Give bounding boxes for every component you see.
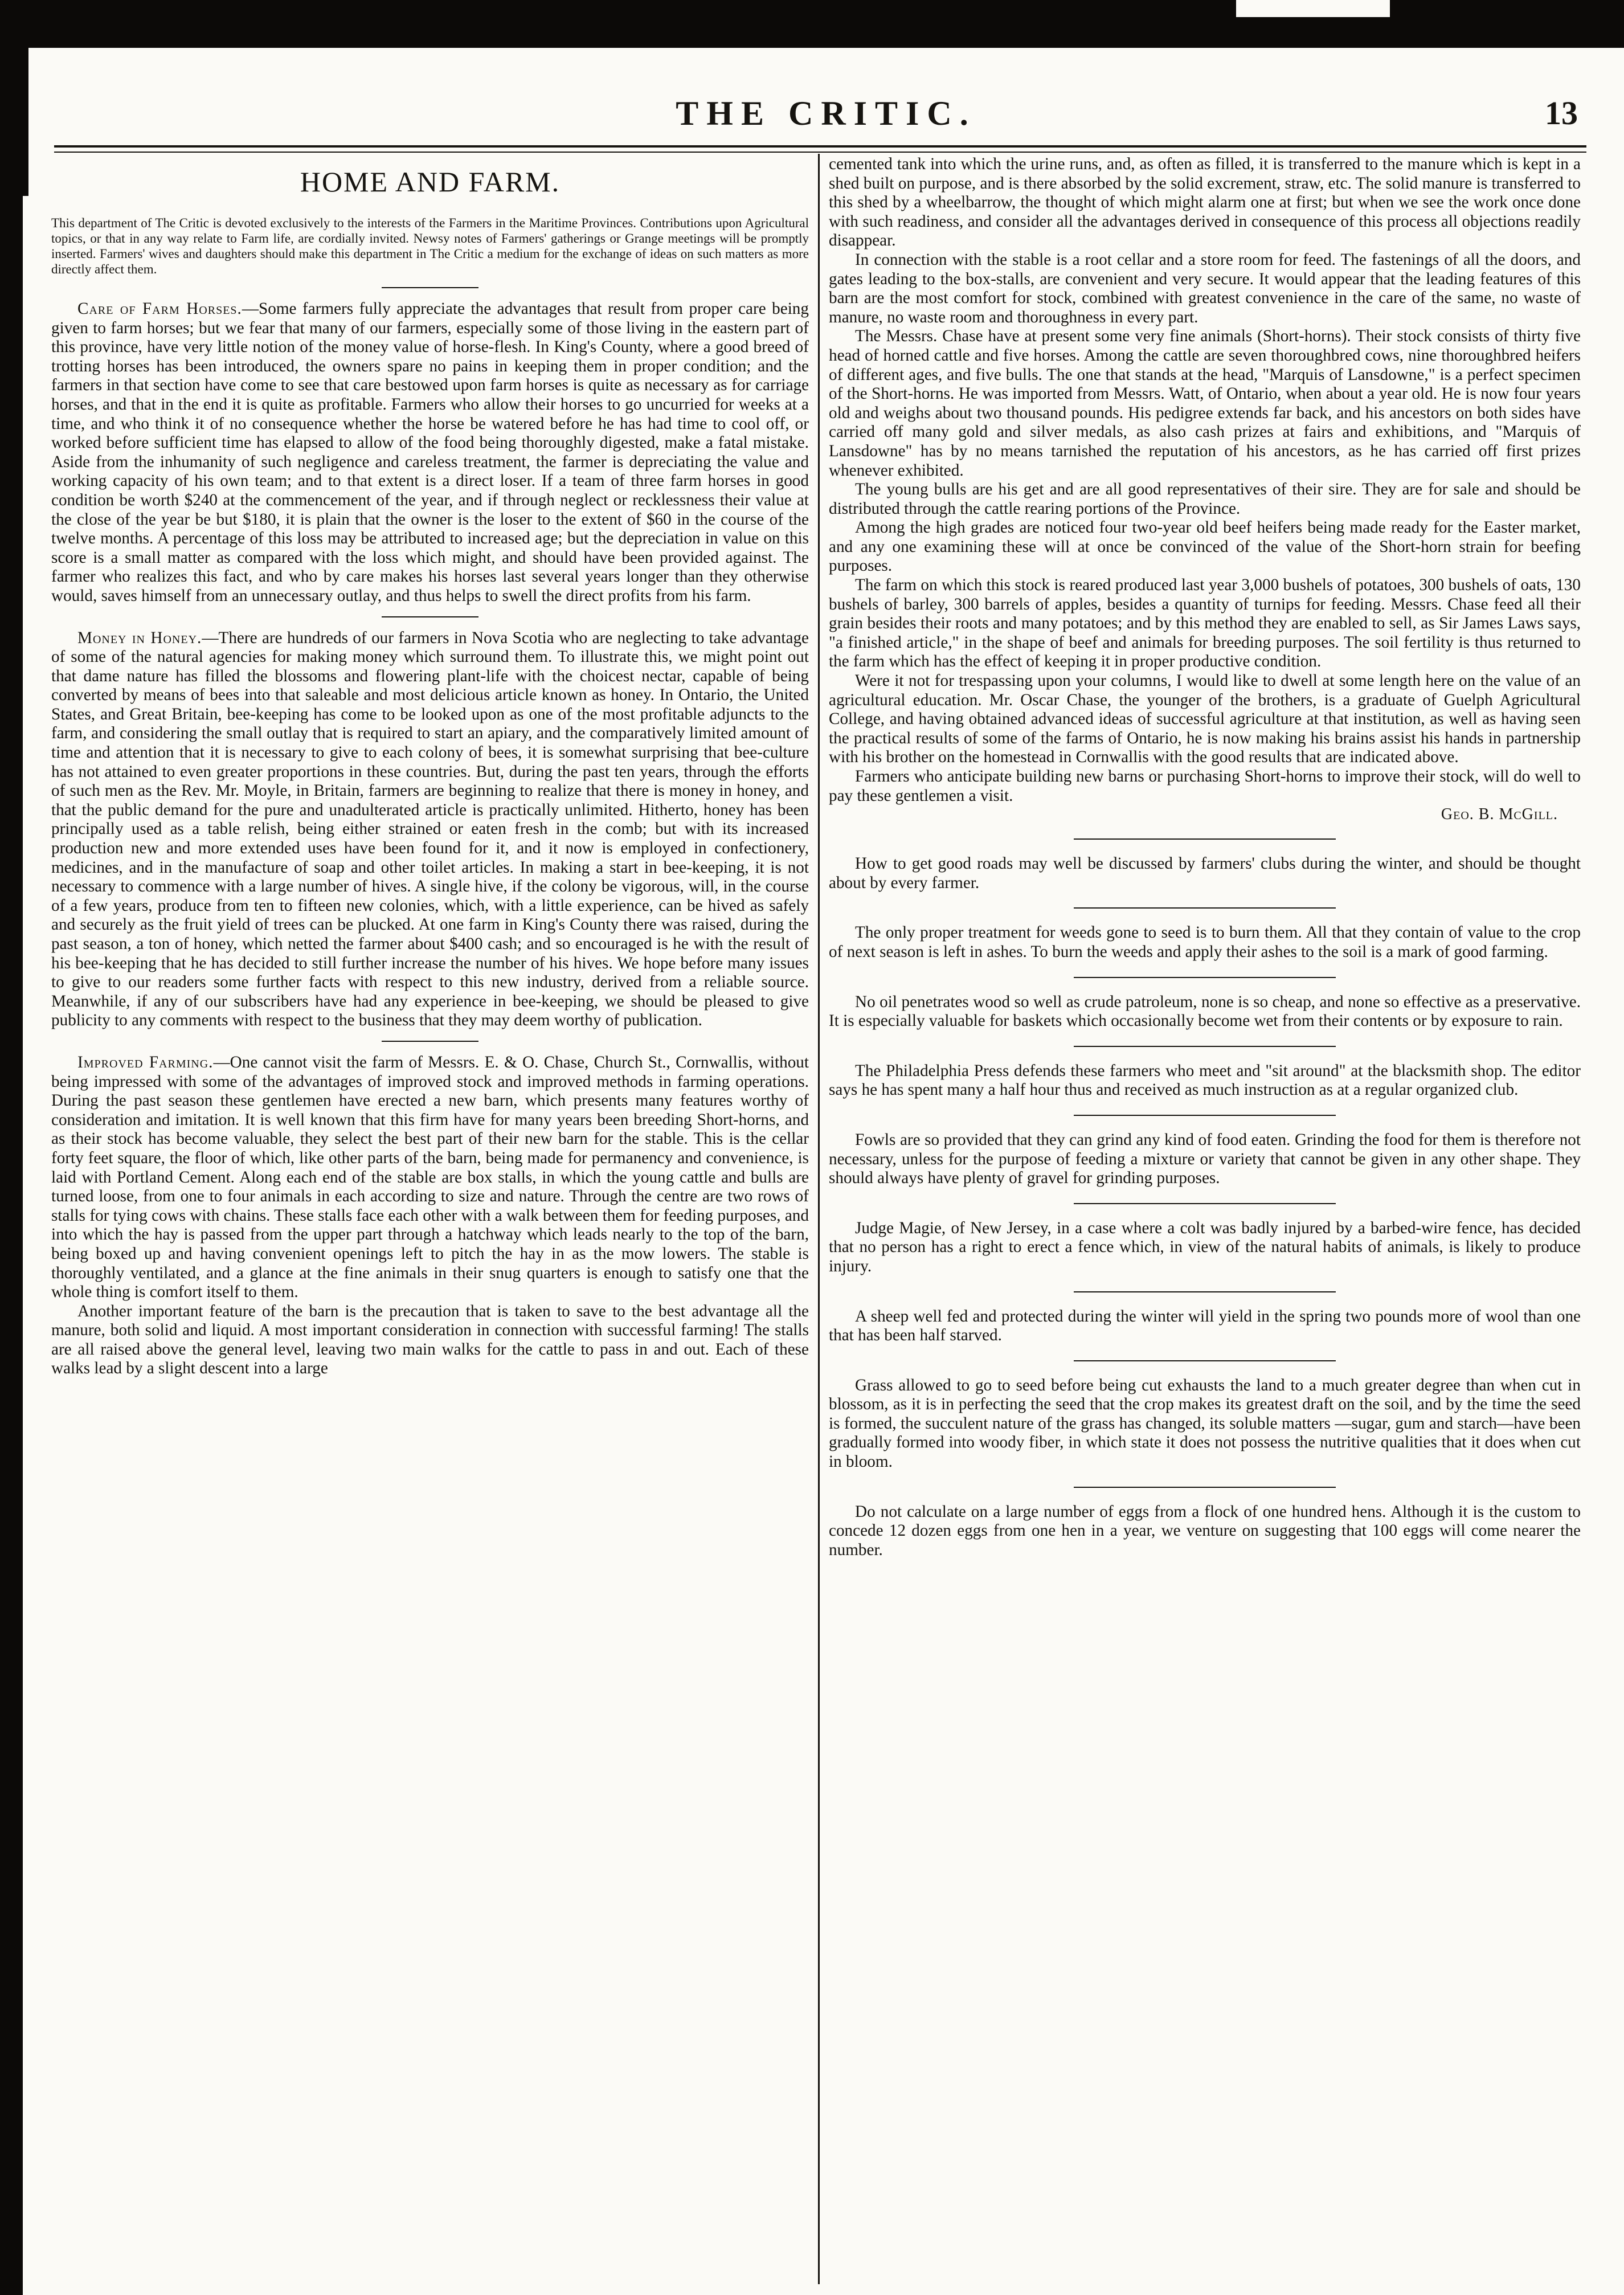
article-body: One cannot visit the farm of Messrs. E. & O. Chase, Church St., Cornwallis, without being impressed with some of the advantages of improved stock and improved methods in farming operations. During the past season these gentlemen have erected a new barn, which presents many features worthy of consideration and imitation. It is well known that this firm have for many years been breeding Short-horns, and as their stock has become valuable, they select the best part of their new barn for the stable. This is the cellar forty feet square, the floor of which, like other parts of the barn, being made for permanency and convenience, is laid with Portland Cement. Along each end of the stable are box stalls, in which the young cattle and bulls are turned loose, from one to four animals in each according to size and nature. Through the centre are two rows of stalls for tying cows with chains. These stalls face each other with a walk between them for feeding purposes, and into which the hay is passed from the upper part through a hatchway which leads nearly to the top of the barn, being boxed up and having convenient openings left to pitch the hay in as the mow lowers. The stable is thoroughly ventilated, and a glance at the fine animals in their snug quarters is enough to satisfy one that the whole thing is comfort itself to them. [51,1053,809,1302]
article-paragraph: In connection with the stable is a root cellar and a store room for feed. The fastenings of all the doors, and gates leading to the box-stalls, are convenient and very secure. It would appear that the leading features of this barn are the most comfort for stock, combined with greatest convenience in the care of the same, no waste of manure, no waste room and thoroughness in every part. [829,250,1581,326]
note-item: The Philadelphia Press defends these farmers who meet and "sit around" at the blacksmith shop. The editor says he has spent many a half hour thus and received as much instruction as at a regular organized club. [829,1061,1581,1099]
article-paragraph: The young bulls are his get and are all good representatives of their sire. They are for sale and should be distributed through the cattle rearing portions of the Province. [829,480,1581,518]
note-item: The only proper treatment for weeds gone to seed is to burn them. All that they contain of value to the crop of next season is left in ashes. To burn the weeds and apply their ashes to the soil is a mark of good farming. [829,923,1581,961]
article-title: Money in Honey. [77,628,202,647]
divider [1074,838,1336,840]
article-paragraph: cemented tank into which the urine runs, and, as often as filled, it is transferred to the manure which is kept in a shed built on purpose, and is there absorbed by the solid excrement, straw, etc. The solid manure is transferred to this shed by a wheelbarrow, the thought of which might alarm one at first; but when we see the work once done with such readiness, and consider all the advantages derived in consequence of this process all objections readily disappear. [829,155,1581,250]
article-paragraph: The Messrs. Chase have at present some very fine animals (Short-horns). Their stock consists of thirty five head of horned cattle and five horses. Among the cattle are seven thoroughbred cows, nine thoroughbred heifers of different ages, and five bulls. The one that stands at the head, "Marquis of Lansdowne," is a perfect specimen of the Short-horns. He was imported from Messrs. Watt, of Ontario, when about a year old. He is now four years old and weighs about two thousand pounds. His pedigree extends far back, and his ancestors on both sides have carried off many gold and silver medals, as also cash prizes at fairs and exhibitions, and "Marquis of Lansdowne" has by no means tarnished the reputation of his ancestors, as he has carried off first prizes whenever exhibited. [829,327,1581,480]
note-item: Judge Magie, of New Jersey, in a case where a colt was badly injured by a barbed-wire fence, has decided that no person has a right to erect a fence which, in view of the natural habits of animals, is likely to produce injury. [829,1218,1581,1275]
divider [382,287,478,288]
note-item: A sheep well fed and protected during the winter will yield in the spring two pounds more of wool than one that has been half starved. [829,1307,1581,1345]
divider [1074,1115,1336,1116]
divider [382,616,478,617]
right-column [829,155,1581,1560]
article-paragraph: The farm on which this stock is reared produced last year 3,000 bushels of potatoes, 300 bushels of oats, 130 bushels of barley, 300 barrels of apples, besides a quantity of turnips for feeding. Messrs. Chase feed all their grain besides their roots and many potatoes; and by this method they are enabled to sell, as Sir James Laws says, "a finished article," in the shape of beef and animals for breeding purposes. The soil fertility is thus returned to the farm which has the effect of keeping it in proper productive condition. [829,576,1581,671]
article-title: Improved Farming. [77,1053,214,1071]
column-separator [818,154,820,2284]
article-paragraph: Were it not for trespassing upon your columns, I would like to dwell at some length here on the value of an agricultural education. Mr. Oscar Chase, the younger of the brothers, is a graduate of Guelph Agricultural College, and having obtained advanced ideas of successful agriculture at that institution, as well as having seen the practical results of some of the farms of Ontario, he is now making his brains assist his hands in partnership with his brother on the homestead in Cornwallis with the good results that are indicated above. [829,672,1581,767]
article-horses: Care of Farm Horses.—Some farmers fully appreciate the advantages that result from proper care being given to farm horses; but we fear that many of our farmers, especially some of those living in the eastern part of this province, have very little notion of the money value of horse-flesh. In King's County, where a good breed of trotting horses has been introduced, the owners spare no pains in keeping them in proper condition; and the farmers in that section have come to see that care bestowed upon farm horses is quite as necessary as for carriage horses, and that in the end it is quite as profitable. Farmers who allow their horses to go uncurried for weeks at a time, and who think it of no consequence whether the horse be watered before he has had time to cool off, or worked before sufficient time has elapsed to allow of the food being thoroughly digested, make a fatal mistake. Aside from the inhumanity of such negligence and careless treatment, the farmer is depreciating the value and working capacity of his own team; and to that extent is a direct loser. If a team of three farm horses in good condition be worth $240 at the commencement of the year, and if through neglect or recklessness their value at the close of the year be but $180, it is plain that the owner is the loser to the extent of $60 in the course of the twelve months. A percentage of this loss may be attributed to increased age; but the depreciation in value on this score is a small matter as compared with the loss which might, and should have been provided against. The farmer who realizes this fact, and who by care makes his horses last several years longer than they otherwise would, saves himself from an unnecessary outlay, and thus helps to swell the direct profits from his farm. [51,300,809,605]
article-continuation: Another important feature of the barn is the precaution that is taken to save to the best advantage all the manure, both solid and liquid. A most important consideration in connection with successful farming! The stalls are all raised above the general level, leaving two main walks for the cattle to pass in and out. Each of these walks lead by a slight descent into a large [51,1302,809,1378]
header-rule-thin [54,152,1586,153]
article-title: Care of Farm Horses. [77,300,242,318]
newspaper-title: THE CRITIC. [676,95,976,132]
section-title: HOME AND FARM. [300,166,561,198]
page-number: 13 [1545,95,1578,132]
note-item: No oil penetrates wood so well as crude patroleum, none is so cheap, and none so effective as a preservative. It is especially valuable for baskets which occasionally become wet from their contents or by exposure to rain. [829,992,1581,1030]
divider [1074,977,1336,978]
header-rule [54,145,1586,148]
article-paragraph: Among the high grades are noticed four two-year old beef heifers being made ready for the Easter market, and any one examining these will at once be convinced of the value of the Short-horn strain for beefing purposes. [829,518,1581,575]
divider [382,1041,478,1042]
note-item: Do not calculate on a large number of eggs from a flock of one hundred hens. Although it is the custom to concede 12 dozen eggs from one hen in a year, we venture on suggesting that 100 eggs will come nearer the number. [829,1502,1581,1559]
divider [1074,1487,1336,1488]
divider [1074,1046,1336,1047]
note-item: Grass allowed to go to seed before being cut exhausts the land to a much greater degree than when cut in blossom, as it is in perfecting the seed that the crop makes its greatest draft on the soil, and by the time the seed is formed, the succulent nature of the grass has changed, its soluble matters —sugar, gum and starch—have been gradually formed into woody fiber, in which state it does not possess the nutritive qualities that it does when cut in bloom. [829,1376,1581,1471]
left-page-edge [0,48,23,2295]
article-honey: Money in Honey.—There are hundreds of our farmers in Nova Scotia who are neglecting to take advantage of some of the natural agencies for making money which surround them. To illustrate this, we might point out that dame nature has filled the blossoms and flowering plant-life with the choicest nectar, capable of being converted by means of bees into that saleable and most delicious article known as honey. In Ontario, the United States, and Great Britain, bee-keeping has come to be looked upon as one of the most profitable adjuncts to the farm, and considering the small outlay that is required to start an apiary, and the comparatively limited amount of time and attention that it is necessary to give to each colony of bees, it is somewhat surprising that bee-culture has not attained to even greater proportions in these countries. But, during the past ten years, through the efforts of such men as the Rev. Mr. Moyle, in Britain, farmers are beginning to realize that there is money in honey, and that the public demand for the pure and unadulterated article is practically unlimited. Hitherto, honey has been principally used as a table relish, being either strained or eaten fresh in the comb; but with its increased production new and more extended uses have been found for it, and it now is employed in confectionery, medicines, and in the manufacture of soap and other toilet articles. In making a start in bee-keeping, it is not necessary to commence with a large number of hives. A single hive, if the colony be vigorous, will, in the course of a few years, produce from ten to fifteen new colonies, which, with a little experience, can be hived as safely and securely as the fruit yield of trees can be plucked. At one farm in King's County there was raised, during the past season, a ton of honey, which netted the farmer about $400 cash; and so encouraged is he with the result of his bee-keeping that he has decided to still further increase the number of his hives. We hope before many issues to give to our readers some further facts with respect to this new industry, derived from a reliable source. Meanwhile, if any of our subscribers have had any experience in bee-keeping, we should be pleased to give publicity to any comments with respect to the business that they may deem worthy of publication. [51,628,809,1030]
divider [1074,1360,1336,1361]
author-signature: Geo. B. McGill. [1441,805,1558,824]
section-intro: This department of The Critic is devoted exclusively to the interests of the Farmers in the Maritime Provinces. Contributions upon Agricultural topics, or that in any way relate to Farm life, are cordially invited. Newsy notes of Farmers' gatherings or Grange meetings will be promptly inserted. Farmers' wives and daughters should make this department in The Critic a medium for the exchange of ideas on such matters as more directly affect them. [51,216,809,276]
article-body: Some farmers fully appreciate the advantages that result from proper care being given to farm horses; but we fear that many of our farmers, especially some of those living in the eastern part of this province, have very little notion of the money value of horse-flesh. In King's County, where a good breed of trotting horses has been introduced, the owners spare no pains in keeping them in proper condition; and the farmers in that section have come to see that care bestowed upon farm horses is quite as necessary as for carriage horses, and that in the end it is quite as profitable. Farmers who allow their horses to go uncurried for weeks at a time, and who think it of no consequence whether the horse be watered before he has had time to cool off, or worked before sufficient time has elapsed to allow of the food being thoroughly digested, make a fatal mistake. Aside from the inhumanity of such negligence and careless treatment, the farmer is depreciating the value and working capacity of his own team; and to that extent is a direct loser. If a team of three farm horses in good condition be worth $240 at the commencement of the year, and if through neglect or recklessness their value at the close of the year be but $180, it is plain that the owner is the loser to the extent of $60 in the course of the twelve months. A percentage of this loss may be attributed to increased age; but the depreciation in value on this score is a small matter as compared with the loss which might, and should have been provided against. The farmer who realizes this fact, and who by care makes his horses last several years longer than they otherwise would, saves himself from an unnecessary outlay, and thus helps to swell the direct profits from his farm. [51,300,809,605]
note-item: Fowls are so provided that they can grind any kind of food eaten. Grinding the food for them is therefore not necessary, unless for the purpose of feeding a mixture or variety that cannot be given in any other shape. They should always have plenty of gravel for grinding purposes. [829,1130,1581,1188]
spine-mark [23,48,28,196]
article-paragraph: Farmers who anticipate building new barns or purchasing Short-horns to improve their stock, will do well to pay these gentlemen a visit. [829,767,1581,805]
divider [1074,1203,1336,1204]
top-bar-gap [1236,0,1390,17]
note-item: How to get good roads may well be discussed by farmers' clubs during the winter, and should be thought about by every farmer. [829,854,1581,892]
article-improved-farming: Improved Farming.—One cannot visit the farm of Messrs. E. & O. Chase, Church St., Cornwallis, without being impressed with some of the advantages of improved stock and improved methods in farming operations. During the past season these gentlemen have erected a new barn, which presents many features worthy of consideration and imitation. It is well known that this firm have for many years been breeding Short-horns, and as their stock has become valuable, they select the best part of their new barn for the stable. This is the cellar forty feet square, the floor of which, like other parts of the barn, being made for permanency and convenience, is laid with Portland Cement. Along each end of the stable are box stalls, in which the young cattle and bulls are turned loose, from one to four animals in each according to size and nature. Through the centre are two rows of stalls for tying cows with chains. These stalls face each other with a walk between them for feeding purposes, and into which the hay is passed from the upper part through a hatchway which leads nearly to the top of the barn, being boxed up and having convenient openings left to pitch the hay in as the mow lowers. The stable is thoroughly ventilated, and a glance at the fine animals in their snug quarters is enough to satisfy one that the whole thing is comfort itself to them. [51,1053,809,1302]
article-body: There are hundreds of our farmers in Nova Scotia who are neglecting to take advantage of some of the natural agencies for making money which surround them. To illustrate this, we might point out that dame nature has filled the blossoms and flowering plant-life with the choicest nectar, capable of being converted by means of bees into that saleable and most delicious article known as honey. In Ontario, the United States, and Great Britain, bee-keeping has come to be looked upon as one of the most profitable adjuncts to the farm, and considering the small outlay that is required to start an apiary, and the comparatively limited amount of time and attention that it is necessary to give to each colony of bees, it is somewhat surprising that bee-culture has not attained to even greater proportions in these countries. But, during the past ten years, through the efforts of such men as the Rev. Mr. Moyle, in Britain, farmers are beginning to realize that there is money in honey, and that the public demand for the pure and unadulterated article is practically unlimited. Hitherto, honey has been principally used as a table relish, being either strained or eaten fresh in the comb; but with its increased production new and more extended uses have been found for it, and it now is employed in confectionery, medicines, and in the manufacture of soap and other toilet articles. In making a start in bee-keeping, it is not necessary to commence with a large number of hives. A single hive, if the colony be vigorous, will, in the course of a few years, produce from ten to fifteen new colonies, which, with a little experience, can be hived as safely and securely as the fruit yield of trees can be plucked. At one farm in King's County there was raised, during the past season, a ton of honey, which netted the farmer about $400 cash; and so encouraged is he with the result of his bee-keeping that he has decided to still further increase the number of his hives. We hope before many issues to give to our readers some further facts with respect to this new industry, derived from a reliable source. Meanwhile, if any of our subscribers have had any experience in bee-keeping, we should be pleased to give publicity to any comments with respect to the business that they may deem worthy of publication. [51,628,809,1030]
divider [1074,907,1336,909]
divider [1074,1291,1336,1292]
left-column [51,155,809,1378]
